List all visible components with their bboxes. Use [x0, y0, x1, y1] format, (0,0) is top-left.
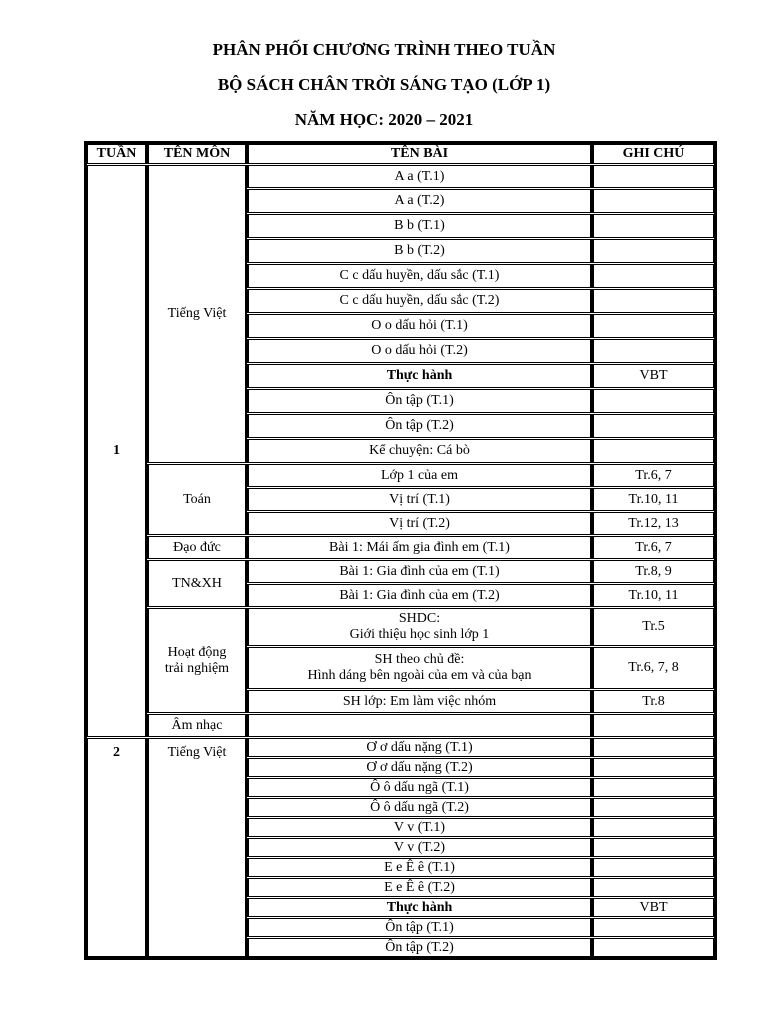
lesson-cell: Ô ô dấu ngã (T.1): [247, 778, 592, 797]
lesson-cell: Ôn tập (T.2): [247, 938, 592, 957]
subject-toan: Toán: [147, 464, 247, 535]
lesson-cell: [247, 608, 592, 646]
subject-dao-duc: Đạo đức: [147, 536, 247, 559]
note-cell: VBT: [592, 898, 715, 917]
header-lesson: TÊN BÀI: [247, 144, 592, 164]
lesson-cell: O o dấu hỏi (T.2): [247, 339, 592, 363]
lesson-cell: Ô ô dấu ngã (T.2): [247, 798, 592, 817]
doc-title-line2: BỘ SÁCH CHÂN TRỜI SÁNG TẠO (LỚP 1): [217, 75, 551, 94]
subject-am-nhac: Âm nhạc: [147, 714, 247, 737]
table-row: [86, 464, 715, 487]
lesson-cell: Kể chuyện: Cá bò: [247, 439, 592, 463]
lesson-cell: Ôn tập (T.1): [247, 389, 592, 413]
lesson-cell: Bài 1: Gia đình của em (T.2): [247, 584, 592, 607]
lesson-cell: A a (T.2): [247, 189, 592, 213]
subject-line: Hoạt động: [167, 644, 227, 660]
lesson-cell: Ơ ơ dấu nặng (T.1): [247, 738, 592, 757]
note-cell: Tr.10, 11: [592, 488, 715, 511]
lesson-cell: A a (T.1): [247, 165, 592, 188]
week-number-2: 2: [86, 738, 147, 957]
note-cell: [592, 439, 715, 463]
lesson-cell: C c dấu huyền, dấu sắc (T.2): [247, 289, 592, 313]
lesson-line: Hình dáng bên ngoài của em và của bạn: [307, 668, 532, 683]
note-cell: [592, 858, 715, 877]
table-row: [86, 608, 715, 646]
note-cell: [592, 264, 715, 288]
note-cell: Tr.6, 7, 8: [592, 647, 715, 689]
subject-tnxh: TN&XH: [147, 560, 247, 607]
subject-tieng-viet-w1: Tiếng Việt: [147, 165, 247, 463]
note-cell: [592, 798, 715, 817]
lesson-cell: Ơ ơ dấu nặng (T.2): [247, 758, 592, 777]
note-cell: [592, 314, 715, 338]
note-cell: Tr.5: [592, 608, 715, 646]
lesson-cell: E e Ê ê (T.1): [247, 858, 592, 877]
table-row: [86, 714, 715, 737]
note-cell: [592, 758, 715, 777]
subject-line: trải nghiệm: [164, 660, 230, 676]
note-cell: [592, 414, 715, 438]
note-cell: [592, 239, 715, 263]
note-cell: [592, 214, 715, 238]
note-cell: [592, 714, 715, 737]
lesson-cell: C c dấu huyền, dấu sắc (T.1): [247, 264, 592, 288]
note-cell: [592, 339, 715, 363]
header-note: GHI CHÚ: [592, 144, 715, 164]
lesson-cell: B b (T.1): [247, 214, 592, 238]
note-cell: Tr.8, 9: [592, 560, 715, 583]
table-row: [86, 536, 715, 559]
note-cell: Tr.6, 7: [592, 536, 715, 559]
doc-title-line1: PHÂN PHỐI CHƯƠNG TRÌNH THEO TUẦN: [212, 40, 556, 59]
table-row: [86, 165, 715, 188]
note-cell: Tr.8: [592, 690, 715, 713]
lesson-cell: [247, 647, 592, 689]
note-cell: [592, 778, 715, 797]
table-row: [86, 738, 715, 757]
lesson-cell: Ôn tập (T.1): [247, 918, 592, 937]
schedule-table: [84, 141, 717, 960]
lesson-cell: V v (T.2): [247, 838, 592, 857]
lesson-line: SHDC:: [398, 611, 441, 626]
subject-tieng-viet-w2: Tiếng Việt: [147, 738, 247, 957]
lesson-cell: Ôn tập (T.2): [247, 414, 592, 438]
lesson-cell: V v (T.1): [247, 818, 592, 837]
lesson-line: SH theo chủ đề:: [374, 652, 465, 667]
lesson-cell: [247, 714, 592, 737]
lesson-cell: SH lớp: Em làm việc nhóm: [247, 690, 592, 713]
lesson-cell: Vị trí (T.2): [247, 512, 592, 535]
doc-title-line3: NĂM HỌC: 2020 – 2021: [294, 110, 474, 129]
lesson-cell: E e Ê ê (T.2): [247, 878, 592, 897]
week-number-1: 1: [86, 165, 147, 737]
lesson-cell: B b (T.2): [247, 239, 592, 263]
header-row: [86, 144, 715, 164]
note-cell: [592, 938, 715, 957]
subject-hoat-dong-trai-nghiem: [147, 608, 247, 713]
note-cell: [592, 189, 715, 213]
lesson-cell: O o dấu hỏi (T.1): [247, 314, 592, 338]
note-cell: [592, 389, 715, 413]
note-cell: [592, 818, 715, 837]
note-cell: [592, 738, 715, 757]
note-cell: [592, 918, 715, 937]
table-row: [86, 560, 715, 583]
note-cell: [592, 289, 715, 313]
lesson-cell: Thực hành: [247, 898, 592, 917]
lesson-line: Giới thiệu học sinh lớp 1: [349, 627, 490, 642]
header-subject: TÊN MÔN: [147, 144, 247, 164]
lesson-cell: Bài 1: Mái ấm gia đình em (T.1): [247, 536, 592, 559]
note-cell: Tr.12, 13: [592, 512, 715, 535]
lesson-cell: Thực hành: [247, 364, 592, 388]
note-cell: VBT: [592, 364, 715, 388]
note-cell: [592, 165, 715, 188]
lesson-cell: Vị trí (T.1): [247, 488, 592, 511]
header-week: TUẦN: [86, 144, 147, 164]
note-cell: [592, 878, 715, 897]
note-cell: Tr.10, 11: [592, 584, 715, 607]
lesson-cell: Bài 1: Gia đình của em (T.1): [247, 560, 592, 583]
note-cell: [592, 838, 715, 857]
lesson-cell: Lớp 1 của em: [247, 464, 592, 487]
note-cell: Tr.6, 7: [592, 464, 715, 487]
